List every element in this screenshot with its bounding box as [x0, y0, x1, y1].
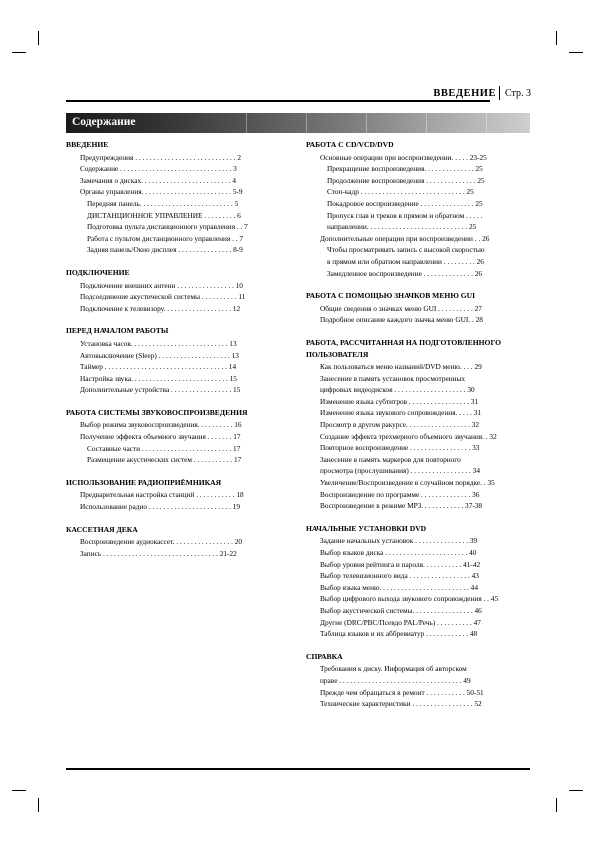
- toc-section-title: РАБОТА С ПОМОЩЬЮ ЗНАЧКОВ МЕНЮ GUI: [306, 291, 476, 301]
- toc-entry[interactable]: Задняя панель/Окно дисплея . . . . . . . . . . . . . . . 8-9: [87, 245, 243, 255]
- toc-entry[interactable]: Получение эффекта объемного звучания . . . . . . . 17: [80, 432, 241, 442]
- header-rule: [66, 100, 490, 102]
- toc-entry[interactable]: Воспроизведение в режиме MP3. . . . . . . . . . . . 37-38: [320, 501, 483, 511]
- crop-mark: [12, 790, 26, 791]
- toc-entry[interactable]: Предварительная настройка станций . . . . . . . . . . . 18: [80, 490, 244, 500]
- toc-entry[interactable]: просмотра (прослушивания) . . . . . . . . . . . . . . . . . 34: [320, 466, 480, 476]
- toc-section: [66, 477, 288, 513]
- toc-entry[interactable]: Выбор цифрового выхода звукового сопровождения . . 45: [320, 594, 499, 604]
- toc-entry[interactable]: Подключение внешних антенн . . . . . . . . . . . . . . . . 10: [80, 280, 243, 290]
- toc-section: [306, 651, 530, 710]
- toc-entry[interactable]: Выбор режима звуковоспроизведения. . . . . . . . . . 16: [80, 420, 242, 430]
- toc-entry[interactable]: Стоп-кадр . . . . . . . . . . . . . . . . . . . . . . . . . . . . . 25: [327, 187, 474, 197]
- toc-section-title: ПОДКЛЮЧЕНИЕ: [66, 267, 130, 277]
- toc-entry[interactable]: Задание начальных установок . . . . . . . . . . . . . . . 39: [320, 536, 478, 546]
- toc-entry[interactable]: Автовыключение (Sleep) . . . . . . . . . . . . . . . . . . . . 13: [80, 350, 239, 360]
- toc-section: [66, 267, 288, 314]
- toc-section: [66, 325, 288, 396]
- toc-entry[interactable]: Замедленное воспроизведение . . . . . . . . . . . . . . 26: [327, 268, 483, 278]
- toc-section: [66, 407, 288, 466]
- toc-entry[interactable]: Выбор телевизионного вида . . . . . . . . . . . . . . . . . 43: [320, 571, 479, 581]
- toc-section-title: СПРАВКА: [306, 651, 343, 661]
- toc-entry[interactable]: Выбор уровня рейтинга и пароля. . . . . . . . . . . 41-42: [320, 559, 481, 569]
- toc-entry[interactable]: Установка часов. . . . . . . . . . . . . . . . . . . . . . . . . . . 13: [80, 338, 237, 348]
- toc-entry[interactable]: Замечания о дисках. . . . . . . . . . . . . . . . . . . . . . . . . 4: [80, 175, 236, 185]
- toc-section-title: НАЧАЛЬНЫЕ УСТАНОВКИ DVD: [306, 523, 427, 533]
- toc-entry[interactable]: Настройка звука. . . . . . . . . . . . . . . . . . . . . . . . . . . 15: [80, 373, 237, 383]
- toc-entry[interactable]: Передняя панель. . . . . . . . . . . . . . . . . . . . . . . . . . 5: [87, 198, 239, 208]
- toc-entry[interactable]: Таблица языков и их аббревиатур . . . . . . . . . . . . 48: [320, 629, 478, 639]
- toc-section-title: ИСПОЛЬЗОВАНИЕ РАДИОПРИЁМНИКАЯ: [66, 477, 222, 487]
- toc-entry[interactable]: направлении. . . . . . . . . . . . . . . . . . . . . . . . . . . . 25: [327, 222, 477, 232]
- toc-entry[interactable]: Изменение языка субтитров . . . . . . . . . . . . . . . . . 31: [320, 396, 479, 406]
- toc-entry[interactable]: Таймер . . . . . . . . . . . . . . . . . . . . . . . . . . . . . . . . . . 14: [80, 362, 237, 372]
- page-header: [433, 86, 531, 100]
- toc-entry[interactable]: Подсоединение акустической системы . . . . . . . . . . 11: [80, 292, 246, 302]
- toc-entry[interactable]: Использование радио . . . . . . . . . . . . . . . . . . . . . . . 19: [80, 502, 241, 512]
- toc-entry[interactable]: Воспроизведение по программе . . . . . . . . . . . . . . 36: [320, 489, 480, 499]
- toc-entry[interactable]: Выбор акустической системы. . . . . . . . . . . . . . . . . 46: [320, 605, 482, 615]
- toc-left-column: [66, 139, 288, 570]
- toc-right-column: [306, 139, 530, 721]
- toc-entry[interactable]: Составные части . . . . . . . . . . . . . . . . . . . . . . . . . 17: [87, 443, 241, 453]
- crop-mark: [556, 798, 557, 812]
- toc-entry[interactable]: Выбор языков диска . . . . . . . . . . . . . . . . . . . . . . . 40: [320, 548, 477, 557]
- toc-entry[interactable]: Предупреждения . . . . . . . . . . . . . . . . . . . . . . . . . . . . 2: [80, 152, 242, 162]
- toc-entry[interactable]: Работа с пультом дистанционного управления . . 7: [87, 233, 244, 243]
- toc-entry[interactable]: Другие (DRC/PBC/Псевдо PAL/Речь) . . . . . . . . . . 47: [320, 617, 481, 627]
- crop-mark: [569, 790, 583, 791]
- toc-section-title: ПЕРЕД НАЧАЛОМ РАБОТЫ: [66, 326, 169, 336]
- toc-entry[interactable]: Изменение языка звукового сопровождения. . . . . 31: [320, 408, 482, 418]
- toc-entry[interactable]: Повторное воспроизведение . . . . . . . . . . . . . . . . . 33: [320, 443, 480, 453]
- footer-rule: [66, 768, 530, 770]
- toc-section: [306, 139, 530, 279]
- toc-entry[interactable]: Технические характеристики . . . . . . . . . . . . . . . . . 52: [320, 699, 482, 709]
- crop-mark: [569, 52, 583, 53]
- toc-entry[interactable]: Продолжение воспроизведения . . . . . . . . . . . . . . 25: [327, 175, 485, 185]
- crop-mark: [38, 31, 39, 45]
- toc-entry[interactable]: Подготовка пульта дистанционного управления . . 7: [87, 222, 248, 232]
- toc-entry[interactable]: Подключение к телевизору. . . . . . . . . . . . . . . . . . . 12: [80, 303, 241, 313]
- crop-mark: [556, 31, 557, 45]
- toc-entry[interactable]: Подробное описание каждого значка меню GUI. . 28: [320, 315, 483, 325]
- toc-entry[interactable]: Дополнительные операции при воспроизведении . . 26: [320, 233, 490, 243]
- toc-section-title: КАССЕТНАЯ ДЕКА: [66, 524, 138, 534]
- toc-section: [306, 523, 530, 640]
- toc-entry[interactable]: Занесение в память установок просмотренных: [320, 373, 466, 383]
- toc-entry[interactable]: Занесение в память маркеров для повторного: [320, 454, 461, 464]
- toc-entry[interactable]: Органы управления. . . . . . . . . . . . . . . . . . . . . . . . . 5-9: [80, 187, 243, 197]
- toc-entry[interactable]: Прежде чем обращаться в ремонт . . . . . . . . . . . 50-51: [320, 687, 484, 697]
- toc-section: [306, 290, 530, 326]
- header-divider: [499, 86, 500, 100]
- toc-entry[interactable]: Прекращение воспроизведения. . . . . . . . . . . . . . 25: [327, 164, 483, 174]
- toc-section: [66, 524, 288, 560]
- toc-section: [66, 139, 288, 256]
- toc-entry[interactable]: Просмотр в другом ракурсе. . . . . . . . . . . . . . . . . . 32: [320, 420, 480, 430]
- toc-section-title: ВВЕДЕНИЕ: [66, 140, 109, 149]
- toc-entry[interactable]: Запись . . . . . . . . . . . . . . . . . . . . . . . . . . . . . . . . 21-22: [80, 548, 237, 558]
- toc-section-title: РАБОТА С CD/VCD/DVD: [306, 140, 394, 149]
- crop-mark: [38, 798, 39, 812]
- page-number: Стр. 3: [504, 87, 531, 99]
- toc-entry[interactable]: Размещение акустических систем . . . . . . . . . . . 17: [87, 455, 242, 465]
- contents-title: Содержание: [72, 116, 136, 128]
- toc-entry[interactable]: Чтобы просматривать запись с высокой скоростью: [327, 245, 485, 255]
- contents-banner: [66, 113, 530, 133]
- toc-section-title: РАБОТА, РАССЧИТАННАЯ НА ПОДГОТОВЛЕННОГО ПОЛЬЗОВАТЕЛЯ: [306, 337, 502, 359]
- toc-section-title: РАБОТА СИСТЕМЫ ЗВУКОВОСПРОИЗВЕДЕНИЯ: [66, 407, 248, 417]
- toc-entry[interactable]: ДИСТАНЦИОННОЕ УПРАВЛЕНИЕ . . . . . . . . . 6: [87, 210, 241, 220]
- toc-entry[interactable]: Выбор языка меню. . . . . . . . . . . . . . . . . . . . . . . . . 44: [320, 582, 478, 592]
- crop-mark: [12, 52, 26, 53]
- toc-entry[interactable]: Увеличение/Воспроизведение в случайном порядке. . 35: [320, 478, 495, 488]
- toc-entry[interactable]: Дополнительные устройства . . . . . . . . . . . . . . . . . 15: [80, 385, 241, 395]
- toc-entry[interactable]: Создание эффекта трехмерного объемного звучания. . 32: [320, 431, 497, 441]
- toc-entry[interactable]: Как пользоваться меню названий/DVD меню. . . . 29: [320, 362, 482, 372]
- toc-entry[interactable]: Общие сведения о значках меню GUI . . . . . . . . . . 27: [320, 303, 482, 313]
- toc-entry[interactable]: Основные операции при воспроизведении. . . . . 23-25: [320, 152, 487, 162]
- toc-entry[interactable]: праве . . . . . . . . . . . . . . . . . . . . . . . . . . . . . . . . . . 49: [320, 675, 471, 685]
- toc-section: [306, 337, 530, 512]
- toc-entry[interactable]: в прямом или обратном направлении . . . . . . . . . 26: [327, 256, 484, 266]
- toc-entry[interactable]: Требования к диску. Информация об авторском: [320, 664, 467, 674]
- toc-entry[interactable]: Воспроизведение аудиокассет. . . . . . . . . . . . . . . . . 20: [80, 537, 243, 547]
- toc-entry[interactable]: Покадровое воспроизведение . . . . . . . . . . . . . . . 25: [327, 198, 483, 208]
- toc-entry[interactable]: цифровых видеодисков . . . . . . . . . . . . . . . . . . . . 30: [320, 385, 475, 395]
- header-section: ВВЕДЕНИЕ: [433, 87, 496, 99]
- toc-entry[interactable]: Пропуск глав и треков в прямом и обратном . . . . .: [327, 210, 483, 220]
- toc-entry[interactable]: Содержание . . . . . . . . . . . . . . . . . . . . . . . . . . . . . . . 3: [80, 164, 237, 174]
